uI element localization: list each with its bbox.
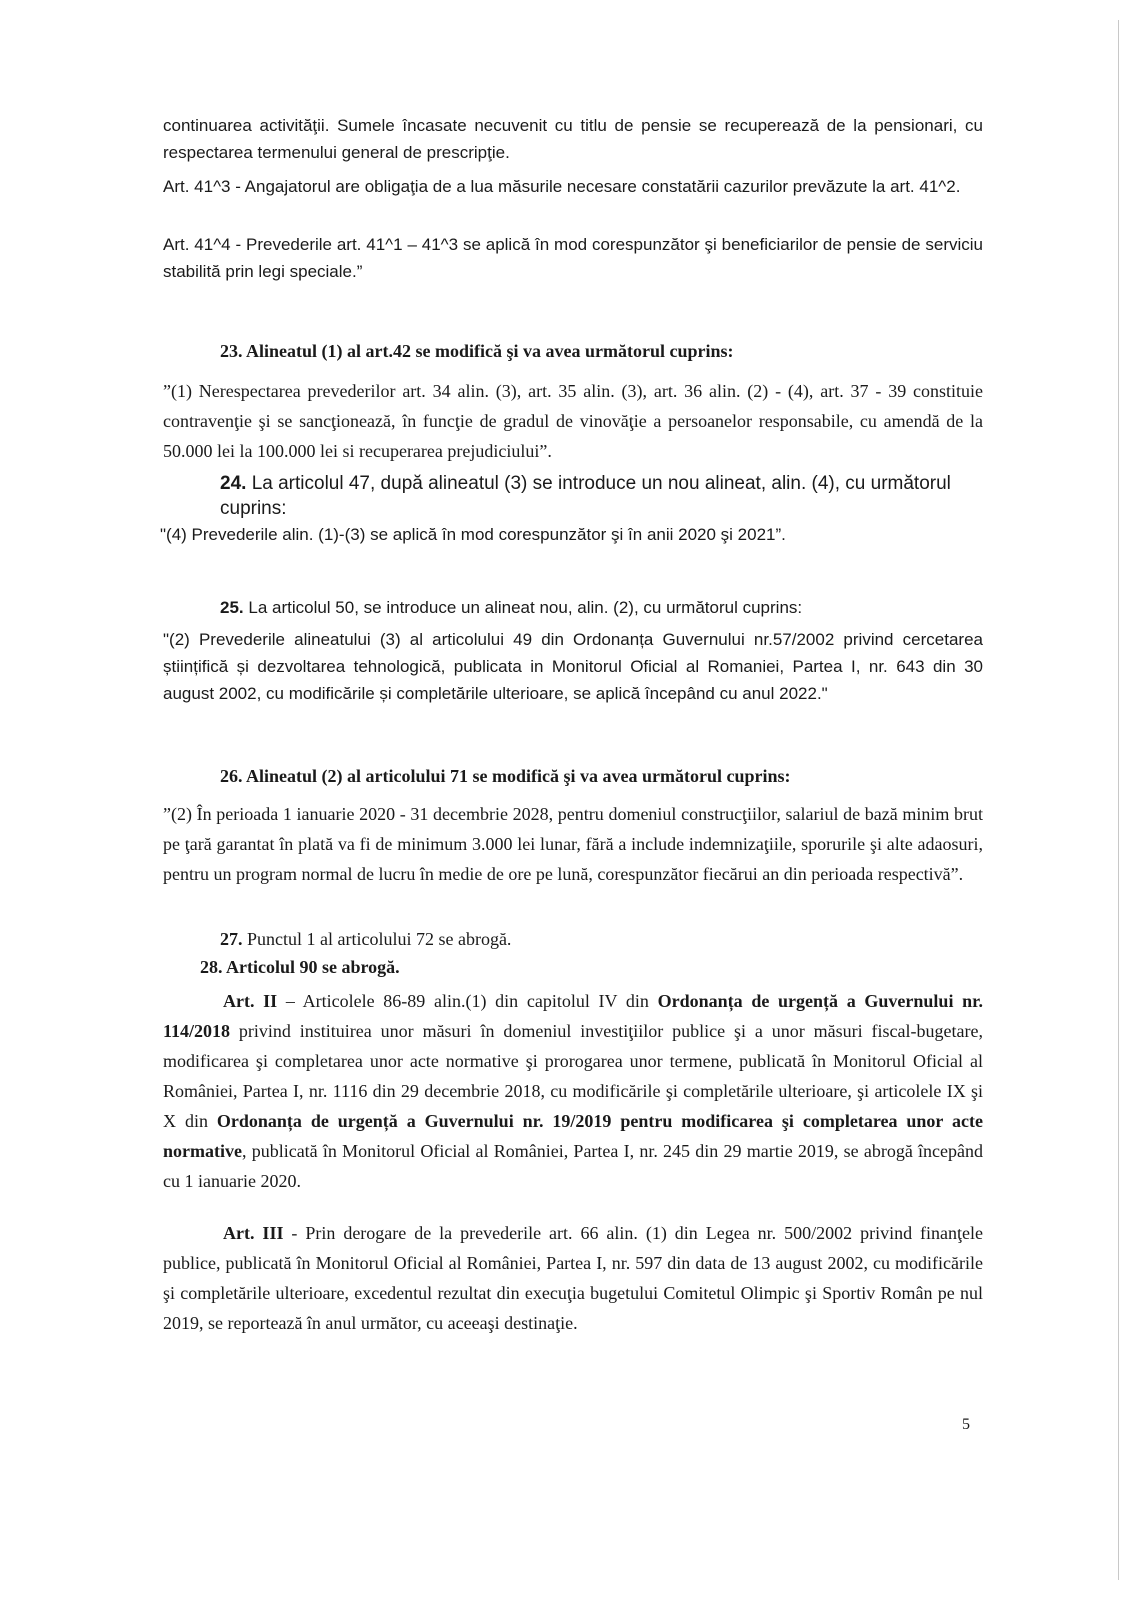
page-number: 5	[962, 1416, 970, 1433]
paragraph-point-23: ”(1) Nerespectarea prevederilor art. 34 alin. (3), art. 35 alin. (3), art. 36 alin. (2) - (4), art. 37 - 39 constituie contravenţie şi se sancţionează, în funcţie de gradul de vinovăţie a persoanelor responsabile, cu amendă de la 50.000 lei la 100.000 lei si recuperarea prejudiciului”.	[163, 381, 983, 461]
paragraph-art-41-4: Art. 41^4 - Prevederile art. 41^1 – 41^3 se aplică în mod corespunzător şi beneficiarilor de pensie de serviciu stabilită prin legi speciale.”	[163, 235, 983, 281]
art-iii-text: - Prin derogare de la prevederile art. 66 alin. (1) din Legea nr. 500/2002 privind finanţele publice, publicată în Monitorul Oficial al României, Partea I, nr. 597 din data de 13 august 2002, cu modificările şi completările ulterioare, excedentul rezultat din execuţia bugetului Comitetul Olimpic şi Sportiv Român pe nul 2019, se reportează în anul următor, cu aceeaşi destinaţie.	[163, 1223, 983, 1333]
paragraph-point-25: "(2) Prevederile alineatului (3) al articolului 49 din Ordonanța Guvernului nr.57/2002 privind cercetarea științifică și dezvoltarea tehnologică, publicata in Monitorul Oficial al Romaniei, Partea I, nr. 643 din 30 august 2002, cu modificările și completările ulterioare, se aplică începând cu anul 2022."	[163, 630, 983, 703]
art-ii-text-2: privind instituirea unor măsuri în domeniul investiţiilor publice şi a unor măsuri fiscal-bugetare, modificarea şi completarea unor acte normative şi prorogarea unor termene, publicată în Monitorul Oficial al României, Partea I, nr. 1116 din 29 decembrie 2018, cu modificările şi completările ulterioare, şi articolele IX şi X din	[163, 1021, 983, 1131]
paragraph-continuation: continuarea activităţii. Sumele încasate necuvenit cu titlu de pensie se recuperează de la pensionari, cu respectarea termenului general de prescripţie.	[163, 116, 983, 162]
heading-point-26: 26. Alineatul (2) al articolului 71 se modifică şi va avea următorul cuprins:	[220, 766, 791, 786]
point-27-text: Punctul 1 al articolului 72 se abrogă.	[247, 929, 512, 949]
art-ii-label: Art. II	[223, 991, 278, 1011]
art-ii-bold-ordinance-19: Ordonanța de urgență a Guvernului nr. 19/2019 pentru modificarea şi completarea unor acte normative	[163, 1111, 984, 1161]
heading-point-28: 28. Articolul 90 se abrogă.	[200, 957, 400, 977]
scan-edge-line	[1118, 20, 1119, 1580]
paragraph-art-ii	[163, 986, 983, 1196]
art-ii-bold-ordinance-114: Ordonanța de urgență a Guvernului nr. 114/2018	[163, 991, 983, 1041]
point-25-text: La articolul 50, se introduce un alineat nou, alin. (2), cu următorul cuprins:	[248, 598, 803, 617]
point-24-number: 24.	[220, 473, 247, 494]
art-ii-text-1: – Articolele 86-89 alin.(1) din capitolul IV din	[277, 991, 658, 1011]
art-iii-label: Art. III	[223, 1223, 284, 1243]
heading-point-24	[220, 471, 980, 521]
art-ii-text-3: , publicată în Monitorul Oficial al României, Partea I, nr. 245 din 29 martie 2019, se abrogă începând cu 1 ianuarie 2020.	[163, 1141, 983, 1191]
heading-point-23: 23. Alineatul (1) al art.42 se modifică şi va avea următorul cuprins:	[220, 341, 734, 361]
heading-point-25	[220, 594, 980, 621]
point-25-number: 25.	[220, 598, 244, 617]
heading-point-27	[220, 928, 1040, 950]
paragraph-point-26: ”(2) În perioada 1 ianuarie 2020 - 31 decembrie 2028, pentru domeniul construcţiilor, salariul de bază minim brut pe ţară garantat în plată va fi de minimum 3.000 lei lunar, fără a include indemnizaţiile, sporurile şi alte adaosuri, pentru un program normal de lucru în medie de ore pe lună, corespunzător fiecărui an din perioada respectivă”.	[163, 804, 983, 884]
paragraph-point-24: "(4) Prevederile alin. (1)-(3) se aplică în mod corespunzător şi în anii 2020 şi 2021”.	[160, 525, 786, 544]
point-27-number: 27.	[220, 929, 243, 949]
point-24-text: La articolul 47, după alineatul (3) se introduce un nou alineat, alin. (4), cu următorul cuprins:	[220, 473, 951, 519]
paragraph-art-iii	[163, 1218, 983, 1338]
paragraph-art-41-3: Art. 41^3 - Angajatorul are obligaţia de a lua măsurile necesare constatării cazurilor prevăzute la art. 41^2.	[163, 177, 961, 196]
